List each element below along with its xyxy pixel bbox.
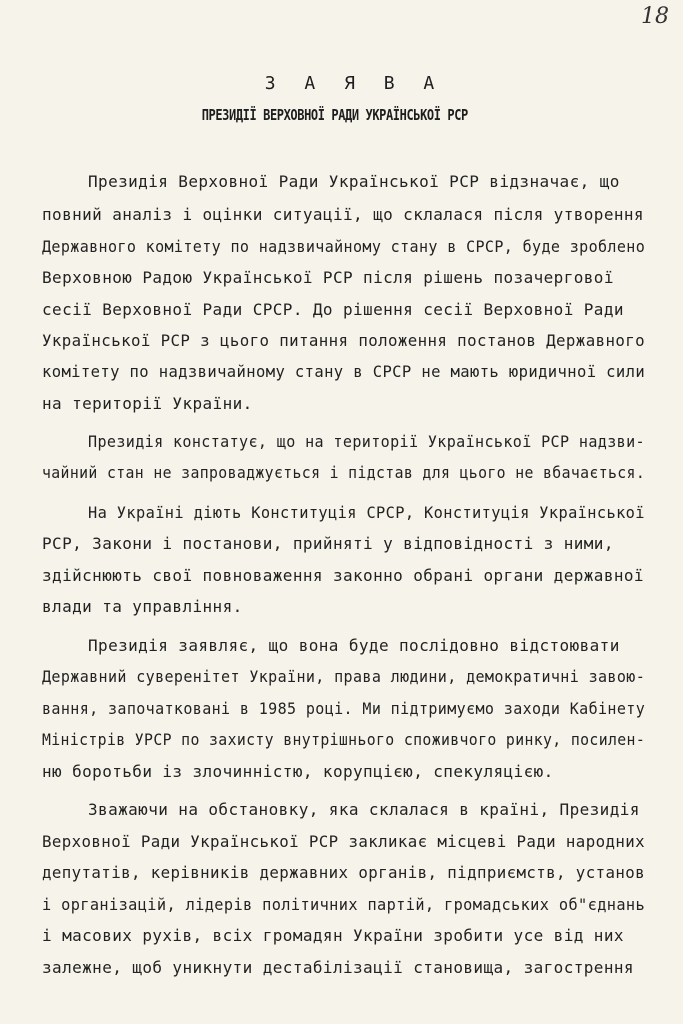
text-line: Зважаючи на обстановку, яка склалася в країні, Президія <box>88 800 640 819</box>
text-line: і організацій, лідерів політичних партій, громадських об"єднань <box>42 895 646 914</box>
text-line: Президія констатує, що на території Української РСР надзви- <box>88 432 645 451</box>
text-line: Державний суверенітет України, права людини, демократичні завою- <box>42 667 646 686</box>
text-line: комітету по надзвичайному стану в СРСР не мають юридичної сили <box>42 362 646 381</box>
text-line: здійснюють свої повноваження законно обрані органи державної <box>42 566 644 585</box>
text-line: повний аналіз і оцінки ситуації, що склалася після утворення <box>42 205 644 224</box>
text-line: і масових рухів, всіх громадян України зробити усе від них <box>42 926 624 945</box>
text-line: РСР, Закони і постанови, прийняті у відповідності з ними, <box>42 534 614 553</box>
text-line: Верховної Ради Української РСР закликає місцеві Ради народних <box>42 832 646 851</box>
text-line: Президія Верховної Ради Української РСР відзначає, що <box>88 172 620 191</box>
text-line: ню боротьби із злочинністю, корупцією, спекуляцією. <box>42 762 554 781</box>
text-line: Верховною Радою Української РСР після рішень позачергової <box>42 268 614 287</box>
text-line: вання, започатковані в 1985 році. Ми підтримуємо заходи Кабінету <box>42 699 646 718</box>
text-line: Української РСР з цього питання положення постанов Державного <box>42 331 646 350</box>
text-line: чайний стан не запроваджується і підстав для цього не вбачається. <box>42 463 646 482</box>
text-line: залежне, щоб уникнути дестабілізації становища, загострення <box>42 958 634 977</box>
text-line: влади та управління. <box>42 597 243 616</box>
document-subtitle: ПРЕЗИДІЇ ВЕРХОВНОЇ РАДИ УКРАЇНСЬКОЇ РСР <box>201 106 468 124</box>
text-line: депутатів, керівників державних органів, підприємств, установ <box>42 863 646 882</box>
page-number: 18 <box>641 4 669 29</box>
text-line: Президія заявляє, що вона буде послідовно відстоювати <box>88 636 620 655</box>
text-line: На Україні діють Конституція СРСР, Конституція Української <box>88 503 645 522</box>
document-title: З А Я В А <box>264 73 444 94</box>
text-line: на території України. <box>42 394 253 413</box>
text-line: Державного комітету по надзвичайному стану в СРСР, буде зроблено <box>42 237 646 256</box>
text-line: Міністрів УРСР по захисту внутрішнього споживчого ринку, посилен- <box>42 730 646 749</box>
text-line: сесії Верховної Ради СРСР. До рішення сесії Верховної Ради <box>42 300 624 319</box>
